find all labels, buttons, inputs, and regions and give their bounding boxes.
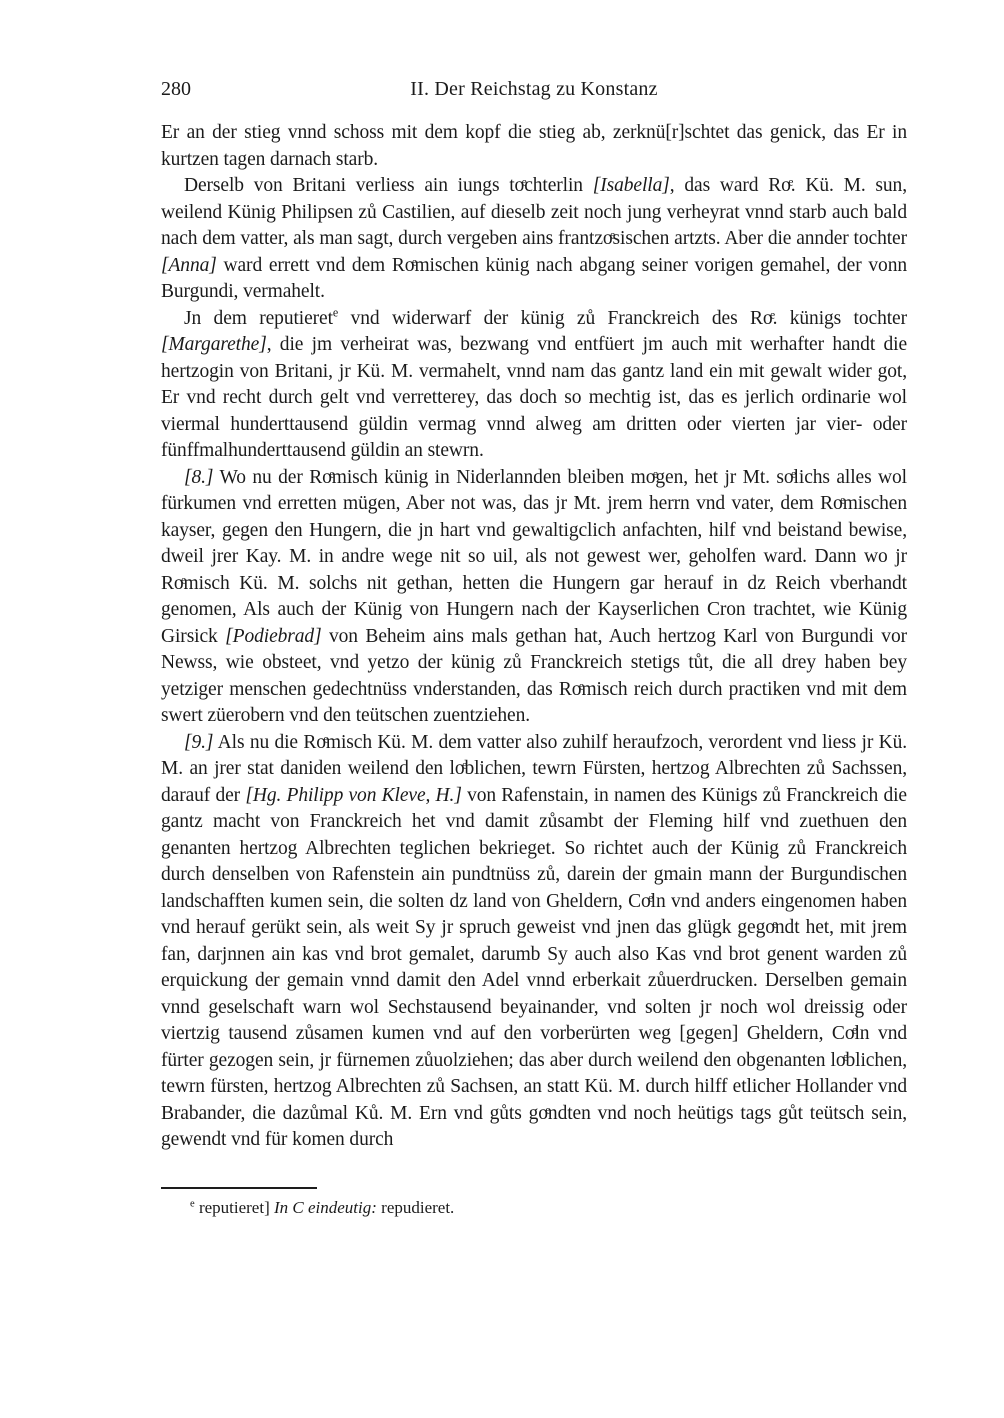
editorial-insertion: [Isabella] xyxy=(592,175,670,196)
paragraph xyxy=(161,730,907,1154)
page-header xyxy=(161,78,907,104)
paragraph xyxy=(161,173,907,306)
editorial-insertion: [Podiebrad] xyxy=(225,625,322,647)
paragraph xyxy=(161,306,907,465)
text-run: , das ward Roͤ. Kü. M. sun, weilend Künig Philipsen zů Castilien, auf dieselb zeit noch jung verheyrat vnnd starb auch bald nach dem vatter, als man sagt, durch vergeben ains frantzoͤsischen artzts. Aber die annder tochter xyxy=(161,175,907,249)
text-run: von Rafenstain, in namen des Künigs zů Franckreich die gantz macht von Franckreich het vnd damit zůsambt der Fleming hilf vnd zuethuen den genanten hertzog Albrechten teglichen bekrieget. So richtet auch der Künig zů Franckreich durch denselben von Rafenstein ain pundtnüss zů, darein der gmain mann der Burgundischen landschafften kumen sein, die solten dz land von Gheldern, Coͤln vnd anders eingenomen haben vnd herauf gerükt sein, als weit Sy jr spruch geweist vnd jnen das glügk gegoͤndt het, mit jrem fan, darjnnen ain kas vnd brot gemalet, darumb Sy auch also Kas vnd brot genent warden zů erquickung der gemain vnnd damit den Adel vnnd erberkait zůuerdrucken. Derselben gemain vnnd geselschaft warn wol Sechstausend beyainander, vnd solten jr noch wol dreissig oder viertzig tausend zůsamen kumen vnd auf den vorberürten weg [gegen] Gheldern, Coͤln vnd fürter gezogen sein, jr fürnemen zůuolziehen; das aber durch weilend den obgenanten loͤblichen, tewrn fürsten, hertzog Albrechten zů Sachsen, an statt Kü. M. durch hilff etlicher Hollander vnd Brabander, die dazůmal Ků. M. Ern vnd gůts goͤndten vnd noch heütigs tags gůt teütsch sein, gewendt vnd für komen durch xyxy=(161,784,907,1150)
editorial-insertion: [Anna] xyxy=(161,254,217,276)
paragraph xyxy=(161,120,907,173)
text-run: reputieret] xyxy=(194,1197,274,1217)
paragraph xyxy=(161,465,907,730)
text-run: Er an der stieg vnnd schoss mit dem kopf die stieg ab, zerknü[r]schtet das genick, das Er in kurtzen tagen darnach starb. xyxy=(161,122,907,170)
footnote xyxy=(161,1197,907,1219)
text-run: Jn dem reputieret xyxy=(184,307,333,329)
footnote-rule xyxy=(161,1187,317,1189)
running-title: II. Der Reichstag zu Konstanz xyxy=(410,78,658,100)
text-run: repudieret. xyxy=(376,1197,455,1217)
editorial-insertion: [8.] xyxy=(184,466,214,488)
editorial-insertion: [Hg. Philipp von Kleve, H.] xyxy=(245,784,462,806)
text-run: Als nu die Roͤmisch Kü. M. dem vatter also zuhilf heraufzoch, verordent vnd liess jr Kü. M. an jrer stat daniden weilend den loͤblichen, tewrn Fürsten, hertzog Albrechten zů Sachssen, darauf der xyxy=(161,731,907,806)
footnote-section xyxy=(161,1187,907,1219)
page-number: 280 xyxy=(161,78,191,100)
body-text xyxy=(161,120,907,1154)
editorial-insertion: In C eindeutig: xyxy=(273,1197,377,1217)
text-run: von Beheim ains mals gethan hat, Auch hertzog Karl von Burgundi vor Newss, wie obsteet, vnd yetzo der künig zů Franckreich stetigs tůt, die all drey haben bey yetziger menschen gedechtnüss vnderstanden, das Roͤmisch reich durch practiken vnd mit dem swert züerobern vnd den teütschen zuentziehen. xyxy=(161,625,907,726)
text-run: , die jm verheirat was, bezwang vnd entfüert jm auch mit werhafter handt die hertzogin von Britani, jr Kü. M. vermahelt, vnnd nam das gantz land ein mit gewalt wider got, Er vnd recht durch gelt vnd verretterey, das doch so mechtig ist, das es jerlich ordinarie wol viermal hunderttausend güldin vermag vnnd alweg am dritten oder vierten jar vier- oder fünffmalhunderttausend güldin an stewrn. xyxy=(161,334,907,461)
text-run: ward errett vnd dem Roͤmischen künig nach abgang seiner vorigen gemahel, der vonn Burgundi, vermahelt. xyxy=(161,254,907,302)
text-run: Wo nu der Roͤmisch künig in Niderlannden bleiben moͤgen, het jr Mt. soͤlichs alles wol fürkumen vnd erretten mügen, Aber not was, das jr Mt. jrem herrn vnd vater, dem Roͤmischen kayser, gegen den Hungern, die jn hart vnd gewaltigclich anfachten, hilf vnd beistand bewise, dweil jrer Kay. M. in andre wege nit so uil, als not gewest wer, geholfen ward. Dann wo jr Roͤmisch Kü. M. solchs nit gethan, hetten die Hungern gar herauf in dz Reich vberhandt genomen, Als auch der Künig von Hungern nach der Kayserlichen Cron trachtet, wie Künig Girsick xyxy=(161,466,907,647)
editorial-insertion: [Margarethe] xyxy=(161,334,267,355)
page-content xyxy=(161,120,907,1219)
editorial-insertion: [9.] xyxy=(184,731,214,753)
footnote-marker: e xyxy=(332,305,339,319)
footnote-marker: e xyxy=(190,1197,195,1209)
text-run: vnd widerwarf der künig zů Franckreich des Roͤ. künigs tochter xyxy=(338,307,907,329)
text-run: Derselb von Britani verliess ain iungs toͤchterlin xyxy=(184,175,593,196)
